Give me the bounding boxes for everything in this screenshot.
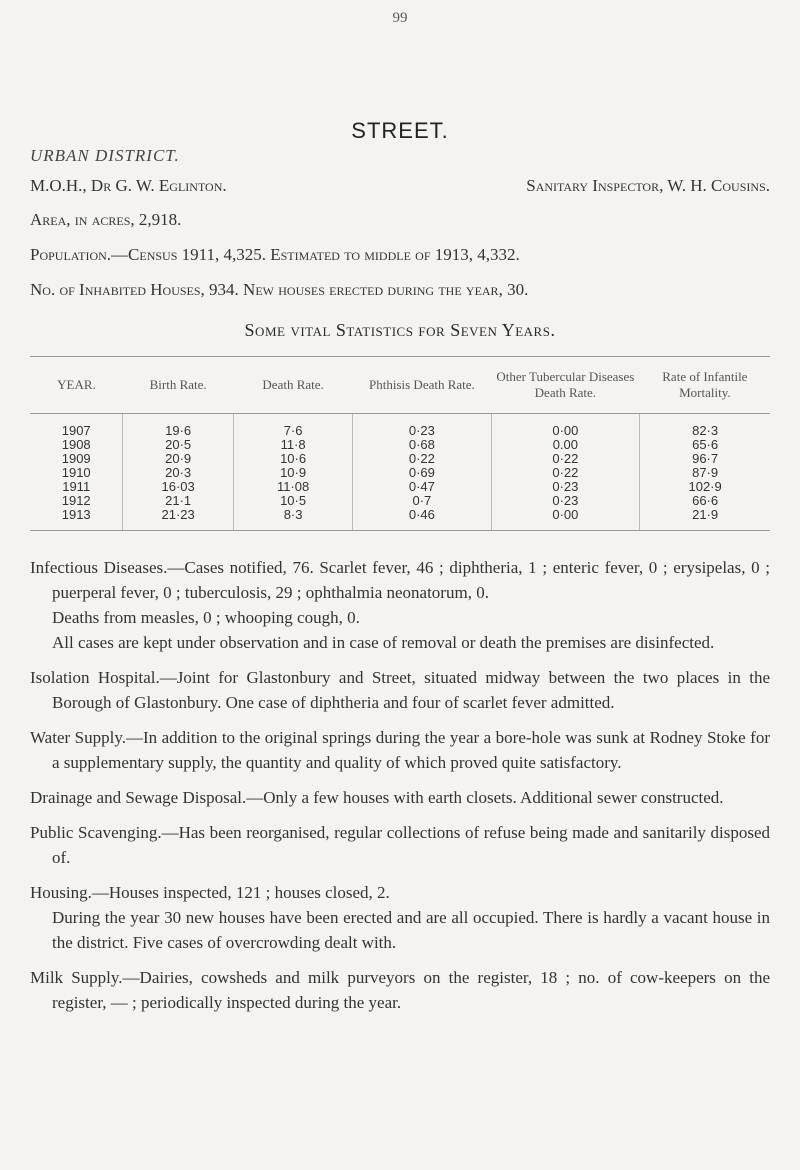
- table-cell: 20·3: [123, 466, 233, 480]
- table-cell: 0·22: [491, 452, 640, 466]
- observation-note: All cases are kept under observation and in case of removal or death the premises are disinfected.: [52, 633, 715, 652]
- table-cell: 10·9: [233, 466, 352, 480]
- col-phthisis: Phthisis Death Rate.: [353, 357, 491, 414]
- table-cell: 20·9: [123, 452, 233, 466]
- table-cell: 10·5: [233, 494, 352, 508]
- table-cell: 1907: [61, 423, 91, 438]
- moh-line: M.O.H., Dr G. W. Eglinton.: [30, 176, 227, 195]
- table-cell: 7·6: [233, 414, 352, 439]
- isolation-hospital: Isolation Hospital.—Joint for Glastonbury and Street, situated midway between the two places in the Borough of Glastonbury. One case of diphtheria and four of scarlet fever admitted.: [30, 668, 770, 712]
- vital-statistics-title: Some vital Statistics for Seven Years.: [244, 320, 556, 340]
- housing: Housing.—Houses inspected, 121 ; houses closed, 2.: [30, 883, 390, 902]
- table-row: [30, 494, 770, 508]
- table-cell: 11·8: [233, 438, 352, 452]
- table-cell: 16·03: [123, 480, 233, 494]
- table-cell: 21·9: [640, 508, 770, 531]
- area-line: Area, in acres, 2,918.: [30, 210, 182, 229]
- body-sections: [30, 555, 770, 1015]
- table-cell: 0·22: [353, 452, 491, 466]
- table-cell: 0·47: [353, 480, 491, 494]
- table-row: [30, 480, 770, 494]
- table-cell: 0·23: [491, 480, 640, 494]
- page-number: 99: [392, 10, 408, 26]
- district-heading: URBAN DISTRICT.: [30, 146, 180, 165]
- table-cell: 1910: [61, 465, 91, 480]
- table-cell: 1911: [62, 479, 91, 494]
- table-cell: 21·1: [123, 494, 233, 508]
- table-cell: 65·6: [640, 438, 770, 452]
- table-cell: 0·00: [491, 414, 640, 439]
- table-cell: 1913: [30, 508, 123, 531]
- table-cell: 11·08: [233, 480, 352, 494]
- table-cell: 102·9: [640, 480, 770, 494]
- table-cell: 20·5: [123, 438, 233, 452]
- col-tubercular: Other Tubercular Diseases Death Rate.: [491, 357, 640, 414]
- milk-supply: Milk Supply.—Dairies, cowsheds and milk purveyors on the register, 18 ; no. of cow-keepers on the register, — ; periodically inspected during the year.: [30, 968, 770, 1012]
- table-cell: 87·9: [640, 466, 770, 480]
- drainage: Drainage and Sewage Disposal.—Only a few houses with earth closets. Additional sewer constructed.: [30, 788, 724, 807]
- table-cell: 1909: [61, 451, 91, 466]
- table-cell: 0·23: [491, 494, 640, 508]
- table-cell: 10·6: [233, 452, 352, 466]
- table-row: [30, 414, 770, 439]
- table-row: [30, 452, 770, 466]
- table-cell: 1912: [61, 493, 91, 508]
- water-supply: Water Supply.—In addition to the original springs during the year a bore-hole was sunk at Rodney Stoke for a supplementary supply, the quantity and quality of which proved quite satisfactory.: [30, 728, 770, 772]
- table-cell: 0.00: [491, 438, 640, 452]
- table-cell: 1908: [61, 437, 91, 452]
- table-cell: 0·00: [491, 508, 640, 531]
- col-birth-rate: Birth Rate.: [123, 357, 233, 414]
- col-death-rate: Death Rate.: [233, 357, 352, 414]
- table-cell: 0·23: [353, 414, 491, 439]
- public-scavenging: Public Scavenging.—Has been reorganised, regular collections of refuse being made and sanitarily disposed of.: [30, 823, 770, 867]
- page-title: STREET.: [351, 118, 449, 143]
- housing-detail: During the year 30 new houses have been erected and are all occupied. There is hardly a vacant house in the district. Five cases of overcrowding dealt with.: [52, 908, 770, 952]
- table-row: [30, 438, 770, 452]
- measles-deaths: Deaths from measles, 0 ; whooping cough, 0.: [52, 608, 360, 627]
- houses-line: No. of Inhabited Houses, 934. New houses erected during the year, 30.: [30, 280, 529, 299]
- table-row: [30, 466, 770, 480]
- table-cell: 19·6: [123, 414, 233, 439]
- table-cell: 0·7: [353, 494, 491, 508]
- table-cell: 21·23: [123, 508, 233, 531]
- inspector-line: Sanitary Inspector, W. H. Cousins.: [526, 176, 770, 195]
- table-cell: 0·22: [491, 466, 640, 480]
- table-cell: 8·3: [233, 508, 352, 531]
- table-cell: 0·46: [353, 508, 491, 531]
- population-line: Population.—Census 1911, 4,325. Estimated to middle of 1913, 4,332.: [30, 245, 520, 264]
- col-year: YEAR.: [30, 357, 123, 414]
- table-header-row: [30, 357, 770, 414]
- table-cell: 0·69: [353, 466, 491, 480]
- col-infant-mortality: Rate of Infantile Mortality.: [640, 357, 770, 414]
- vital-statistics-table: [30, 356, 770, 531]
- table-cell: 0·68: [353, 438, 491, 452]
- infectious-diseases: Infectious Diseases.—Cases notified, 76. Scarlet fever, 46 ; diphtheria, 1 ; enteric fever, 0 ; erysipelas, 0 ; puerperal fever, 0 ; tuberculosis, 29 ; ophthalmia neonatorum, 0.: [30, 558, 770, 602]
- table-row: [30, 508, 770, 531]
- table-cell: 66·6: [640, 494, 770, 508]
- table-cell: 82·3: [640, 414, 770, 439]
- table-cell: 96·7: [640, 452, 770, 466]
